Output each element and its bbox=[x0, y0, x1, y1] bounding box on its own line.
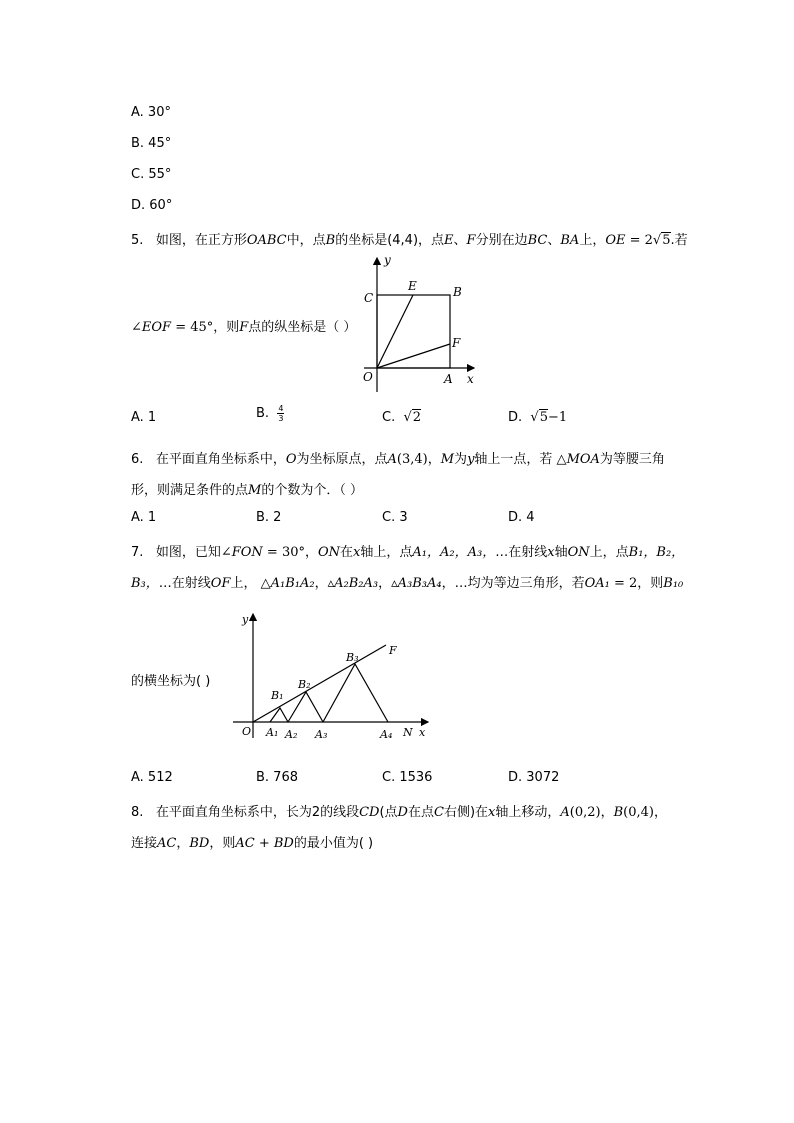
q8-text: 连接 bbox=[131, 836, 158, 851]
q6-point: M bbox=[248, 483, 262, 498]
q7-label-b1: B₁ bbox=[271, 689, 284, 702]
q8-text: 轴上移动， bbox=[495, 805, 561, 820]
q5-square-name: OABC bbox=[246, 233, 287, 248]
q7-triangle: A₁B₁A₂ bbox=[270, 576, 315, 591]
q5-side: BC bbox=[527, 233, 548, 248]
q7-stem-line2 bbox=[131, 572, 683, 591]
q5-stem-line1 bbox=[131, 229, 688, 248]
q7-points-a: A₁，A₂，A₃， bbox=[412, 545, 496, 560]
q8-text: 右侧)在 bbox=[443, 805, 489, 820]
q6-text: 为等腰三角 bbox=[599, 452, 665, 467]
q5-equation: = 2 bbox=[625, 233, 653, 248]
q8-text: 在平面直角坐标系中，长为2的线段 bbox=[155, 805, 360, 820]
q5-point: E bbox=[444, 233, 454, 248]
q7-label-f: F bbox=[389, 644, 397, 657]
q7-label-b3: B₃ bbox=[346, 651, 359, 664]
q7-text: 在 bbox=[340, 545, 354, 560]
q7-stem-line3: 的横坐标为( ) bbox=[131, 674, 211, 689]
q5-label-o: O bbox=[363, 370, 373, 384]
q7-text: …在射线 bbox=[158, 576, 211, 591]
q4-option-b[interactable]: B. 45° bbox=[131, 136, 172, 151]
q7-label-o: O bbox=[242, 725, 252, 738]
q5-sqrt: √5 bbox=[652, 233, 671, 248]
q5-text: 上， bbox=[579, 233, 606, 248]
q7-option-d[interactable]: D. 3072 bbox=[508, 770, 560, 785]
q5-segment-oe bbox=[377, 295, 413, 368]
q6-option-b[interactable]: B. 2 bbox=[256, 510, 282, 525]
q7-equation: = 2，则 bbox=[609, 576, 664, 591]
radicand: 2 bbox=[412, 410, 422, 425]
q8-segment: BD bbox=[189, 836, 210, 851]
q7-angle: ∠FON bbox=[220, 545, 263, 560]
q7-label-n: N bbox=[403, 726, 413, 739]
q7-triangle: A₃B₃A₄ bbox=[397, 576, 442, 591]
q6-axis: y bbox=[467, 452, 475, 467]
q7-text: ，▵ bbox=[314, 576, 335, 591]
q5-option-c-prefix: C. bbox=[382, 410, 396, 425]
q5-option-d-sqrt: √5 bbox=[530, 410, 548, 425]
q8-point: D bbox=[397, 805, 408, 820]
q7-segment: OA₁ bbox=[584, 576, 610, 591]
fraction-denominator: 3 bbox=[278, 414, 284, 423]
q5-label-a: A bbox=[444, 372, 453, 386]
q7-option-a[interactable]: A. 512 bbox=[131, 770, 173, 785]
q7-stem-line1 bbox=[131, 541, 684, 560]
q6-stem-line1 bbox=[131, 448, 665, 467]
q7-option-b[interactable]: B. 768 bbox=[256, 770, 298, 785]
q6-option-c[interactable]: C. 3 bbox=[382, 510, 408, 525]
q5-text: 分别在边 bbox=[475, 233, 528, 248]
q5-point: F bbox=[239, 320, 249, 335]
q7-text: ，▵ bbox=[378, 576, 398, 591]
q5-figure bbox=[352, 252, 492, 397]
q8-point: A bbox=[560, 805, 570, 820]
q8-text: 的最小值为( ) bbox=[293, 836, 374, 851]
q7-point: B₃， bbox=[131, 576, 159, 591]
q6-stem-line2 bbox=[131, 479, 363, 498]
q8-number: 8. bbox=[131, 805, 144, 820]
q5-label-x: x bbox=[467, 372, 474, 386]
q7-equation: = 30°， bbox=[262, 545, 318, 560]
q5-segment: OE bbox=[605, 233, 626, 248]
q5-option-b-prefix: B. bbox=[256, 406, 270, 421]
q7-triangle: A₂B₂A₃ bbox=[334, 576, 379, 591]
q7-points-b: B₁，B₂， bbox=[628, 545, 685, 560]
q8-coords: (0,2)， bbox=[569, 805, 614, 820]
q8-text: ，则 bbox=[209, 836, 236, 851]
q7-option-c[interactable]: C. 1536 bbox=[382, 770, 433, 785]
q6-triangle: MOA bbox=[566, 452, 600, 467]
q7-text: 轴 bbox=[554, 545, 568, 560]
q6-text: 轴上一点，若 △ bbox=[474, 452, 567, 467]
q5-text: 、 bbox=[547, 233, 561, 248]
q7-ray: ON bbox=[567, 545, 590, 560]
q5-point: F bbox=[466, 233, 476, 248]
q6-text: 为坐标原点，点 bbox=[296, 452, 388, 467]
q7-number: 7. bbox=[131, 545, 144, 560]
q8-coords: (0,4)， bbox=[623, 805, 667, 820]
q8-point: C bbox=[434, 805, 444, 820]
q5-point: B bbox=[325, 233, 336, 248]
q7-label-a1: A₁ bbox=[266, 726, 279, 739]
q5-text: .若 bbox=[670, 233, 688, 248]
q5-label-e: E bbox=[408, 279, 417, 293]
q5-option-b[interactable] bbox=[256, 404, 284, 423]
q5-text: 的坐标是(4,4)，点 bbox=[335, 233, 445, 248]
q7-label-y: y bbox=[242, 613, 249, 626]
q8-segment: AC bbox=[157, 836, 177, 851]
q8-text: (点 bbox=[379, 805, 398, 820]
q7-text: 如图，已知 bbox=[155, 545, 221, 560]
q6-text: 为 bbox=[454, 452, 468, 467]
q7-triangle-2 bbox=[288, 692, 323, 722]
q7-axis: x bbox=[353, 545, 361, 560]
q5-segment-of bbox=[377, 344, 450, 368]
q6-point: A bbox=[387, 452, 397, 467]
q8-text: 在点 bbox=[407, 805, 434, 820]
q5-stem-line2 bbox=[131, 316, 356, 335]
q5-radicand: 5 bbox=[662, 233, 671, 248]
fraction-numerator: 4 bbox=[278, 404, 284, 413]
q7-ray: ON bbox=[317, 545, 341, 560]
q6-point: O bbox=[285, 452, 297, 467]
q5-option-d-suffix: −1 bbox=[548, 410, 568, 425]
q6-option-d[interactable]: D. 4 bbox=[508, 510, 535, 525]
q5-option-c[interactable] bbox=[382, 410, 421, 425]
q7-label-a3: A₃ bbox=[315, 728, 328, 741]
q5-text: 中，点 bbox=[286, 233, 326, 248]
q8-axis: x bbox=[488, 805, 496, 820]
q7-text: ，…均为等边三角形，若 bbox=[441, 576, 585, 591]
q5-text: 、 bbox=[453, 233, 467, 248]
q5-label-f: F bbox=[452, 336, 461, 350]
q8-segment: CD bbox=[359, 805, 380, 820]
q5-option-d[interactable] bbox=[508, 410, 567, 425]
q5-equation: = 45°，则 bbox=[171, 320, 240, 335]
q6-option-a[interactable]: A. 1 bbox=[131, 510, 157, 525]
radicand: 5 bbox=[539, 410, 548, 425]
q8-stem-line2 bbox=[131, 832, 373, 851]
q7-label-b2: B₂ bbox=[298, 678, 311, 691]
q5-option-b-fraction bbox=[277, 404, 284, 423]
q5-option-a[interactable]: A. 1 bbox=[131, 410, 157, 425]
q6-text: 形，则满足条件的点 bbox=[131, 483, 249, 498]
q5-text: 如图，在正方形 bbox=[155, 233, 247, 248]
q5-label-b: B bbox=[453, 285, 462, 299]
q6-coords: (3,4)， bbox=[396, 452, 441, 467]
q7-text: 上， △ bbox=[230, 576, 271, 591]
q6-text: 在平面直角坐标系中， bbox=[155, 452, 286, 467]
q4-option-a[interactable]: A. 30° bbox=[131, 105, 171, 120]
q7-ray: OF bbox=[210, 576, 231, 591]
q7-text: 上，点 bbox=[589, 545, 629, 560]
q6-point: M bbox=[440, 452, 455, 467]
q5-square bbox=[377, 295, 450, 368]
q7-triangle-3 bbox=[323, 664, 388, 722]
q4-option-d[interactable]: D. 60° bbox=[131, 198, 173, 213]
q7-text: …在射线 bbox=[495, 545, 548, 560]
q5-angle: ∠EOF bbox=[131, 320, 172, 335]
q8-stem-line1 bbox=[131, 801, 667, 820]
q5-text: 点的纵坐标是（ ） bbox=[248, 320, 357, 335]
q6-number: 6. bbox=[131, 452, 144, 467]
q8-text: ， bbox=[176, 836, 190, 851]
q5-label-c: C bbox=[364, 291, 374, 305]
q7-figure bbox=[228, 608, 443, 748]
q5-number: 5. bbox=[131, 233, 144, 248]
q5-option-d-prefix: D. bbox=[508, 410, 523, 425]
q8-point: B bbox=[613, 805, 624, 820]
q5-side: BA bbox=[560, 233, 580, 248]
q7-text: 轴上，点 bbox=[360, 545, 413, 560]
q4-option-c[interactable]: C. 55° bbox=[131, 167, 172, 182]
q7-label-a4: A₄ bbox=[380, 728, 393, 741]
q7-label-x: x bbox=[419, 726, 426, 739]
q7-point-b10: B₁₀ bbox=[663, 576, 684, 591]
q5-option-c-sqrt: √2 bbox=[403, 410, 422, 425]
q8-expression: AC + BD bbox=[235, 836, 294, 851]
q7-label-a2: A₂ bbox=[285, 728, 298, 741]
q7-axis: x bbox=[547, 545, 555, 560]
q5-label-y: y bbox=[384, 253, 391, 267]
q6-text: 的个数为个．（ ） bbox=[261, 483, 363, 498]
